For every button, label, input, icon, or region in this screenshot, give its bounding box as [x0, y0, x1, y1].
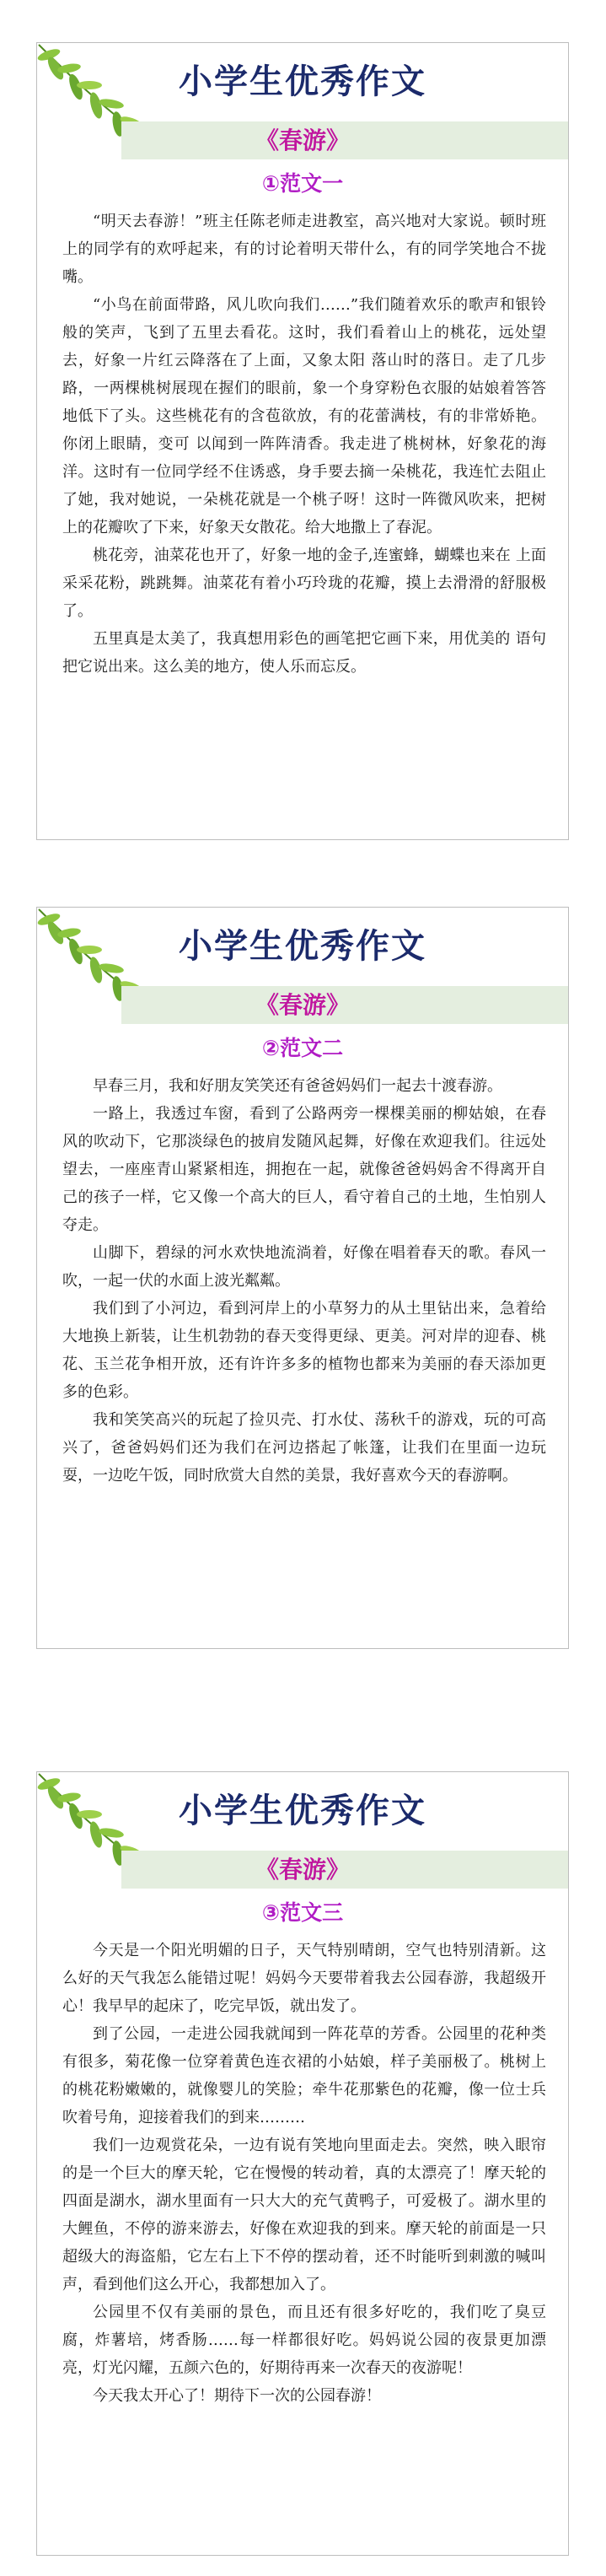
sample-label: ③范文三: [261, 1900, 344, 1925]
paragraph: 山脚下，碧绿的河水欢快地流淌着，好像在唱着春天的歌。春风一吹，一起一伏的水面上波光粼粼。: [62, 1244, 546, 1290]
article-card-2: [36, 907, 569, 1649]
page-title: 小学生优秀作文: [179, 927, 426, 966]
paragraph: 我们到了小河边，看到河岸上的小草努力的从土里钻出来，急着给大地换上新装，让生机勃勃的春天变得更绿、更美。河对岸的迎春、桃花、玉兰花争相开放，还有许许多多的植物也都来为美丽的春天添加更多的色彩。: [62, 1300, 546, 1401]
paragraph: 桃花旁，油菜花也开了，好象一地的金子,连蜜蜂，蝴蝶也来在 上面采采花粉，跳跳舞。油菜花有着小巧玲珑的花瓣，摸上去滑滑的舒服极了。: [62, 547, 546, 620]
essay-subtitle: 《春游》: [255, 127, 350, 154]
essay-body: [62, 207, 546, 681]
paragraph: 一路上，我透过车窗，看到了公路两旁一棵棵美丽的柳姑娘，在春风的吹动下，它那淡绿色的披肩发随风起舞，好像在欢迎我们。往远处望去，一座座青山紧紧相连，拥抱在一起，就像爸爸妈妈舍不得离开自己的孩子一样，它又像一个高大的巨人，看守着自己的土地，生怕别人夺走。: [62, 1105, 546, 1234]
paragraph: 公园里不仅有美丽的景色，而且还有很多好吃的，我们吃了臭豆腐，炸薯培，烤香肠……每一样都很好吃。妈妈说公园的夜景更加漂亮，灯光闪耀，五颜六色的，好期待再来一次春天的夜游呢！: [62, 2304, 546, 2377]
paragraph: 我们一边观赏花朵，一边有说有笑地向里面走去。突然，映入眼帘的是一个巨大的摩天轮，它在慢慢的转动着，真的太漂亮了！摩天轮的四面是湖水，湖水里面有一只大大的充气黄鸭子，可爱极了。湖水里的大鲤鱼，不停的游来游去，好像在欢迎我的到来。摩天轮的前面是一只超级大的海盗船，它左右上下不停的摆动着，还不时能听到刺激的喊叫声，看到他们这么开心，我都想加入了。: [62, 2137, 546, 2293]
paragraph: “明天去春游！”班主任陈老师走进教室，高兴地对大家说。顿时班上的同学有的欢呼起来，有的讨论着明天带什么，有的同学笑地合不拢嘴。: [62, 213, 546, 286]
essay-body: [62, 1937, 546, 2410]
paragraph: 我和笑笑高兴的玩起了捡贝壳、打水仗、荡秋千的游戏，玩的可高兴了，爸爸妈妈们还为我们在河边搭起了帐篷，让我们在里面一边玩耍，一边吃午饭，同时欣赏大自然的美景，我好喜欢今天的春游啊。: [62, 1411, 546, 1485]
sample-label: ②范文二: [261, 1036, 344, 1060]
essay-subtitle: 《春游》: [255, 1856, 350, 1883]
paragraph: 今天我太开心了！期待下一次的公园春游！: [93, 2387, 381, 2405]
page-title: 小学生优秀作文: [179, 1792, 426, 1830]
essay-subtitle: 《春游》: [255, 991, 350, 1019]
article-card-3: [36, 1771, 569, 2556]
paragraph: 早春三月，我和好朋友笑笑还有爸爸妈妈们一起去十渡春游。: [93, 1077, 502, 1095]
paragraph: 五里真是太美了，我真想用彩色的画笔把它画下来，用优美的 语句把它说出来。这么美的地方，使人乐而忘反。: [62, 630, 546, 676]
essay-body: [62, 1072, 546, 1490]
paragraph: 到了公园，一走进公园我就闻到一阵花草的芳香。公园里的花种类有很多，菊花像一位穿着黄色连衣裙的小姑娘，样子美丽极了。桃树上的桃花粉嫩嫩的，就像婴儿的笑脸；牵牛花那紫色的花瓣，像一位士兵吹着号角，迎接着我们的到来………: [62, 2025, 546, 2126]
paragraph: “小鸟在前面带路，风儿吹向我们……”我们随着欢乐的歌声和银铃般的笑声，飞到了五里去看花。这时，我们看着山上的桃花，远处望去，好象一片红云降落在了上面，又象太阳 落山时的落日。走了几步路，一两棵桃树展现在握们的眼前，象一个身穿粉色衣服的姑娘着答答地低下了头。这些桃花有的含苞欲放，有的花蕾满枝，有的非常娇艳。你闭上眼睛，变可 以闻到一阵阵清香。我走进了桃树林，好象花的海洋。这时有一位同学经不住诱惑，身手要去摘一朵桃花，我连忙去阻止了她，我对她说，一朵桃花就是一个桃子呀！这时一阵微风吹来，把树上的花瓣吹了下来，好象天女散花。给大地撒上了春泥。: [62, 296, 546, 536]
paragraph: 今天是一个阳光明媚的日子，天气特别晴朗，空气也特别清新。这么好的天气我怎么能错过呢！妈妈今天要带着我去公园春游，我超级开心！我早早的起床了，吃完早饭，就出发了。: [62, 1942, 546, 2015]
sample-label: ①范文一: [261, 171, 344, 196]
page-title: 小学生优秀作文: [179, 62, 426, 101]
article-card-1: [36, 42, 569, 840]
